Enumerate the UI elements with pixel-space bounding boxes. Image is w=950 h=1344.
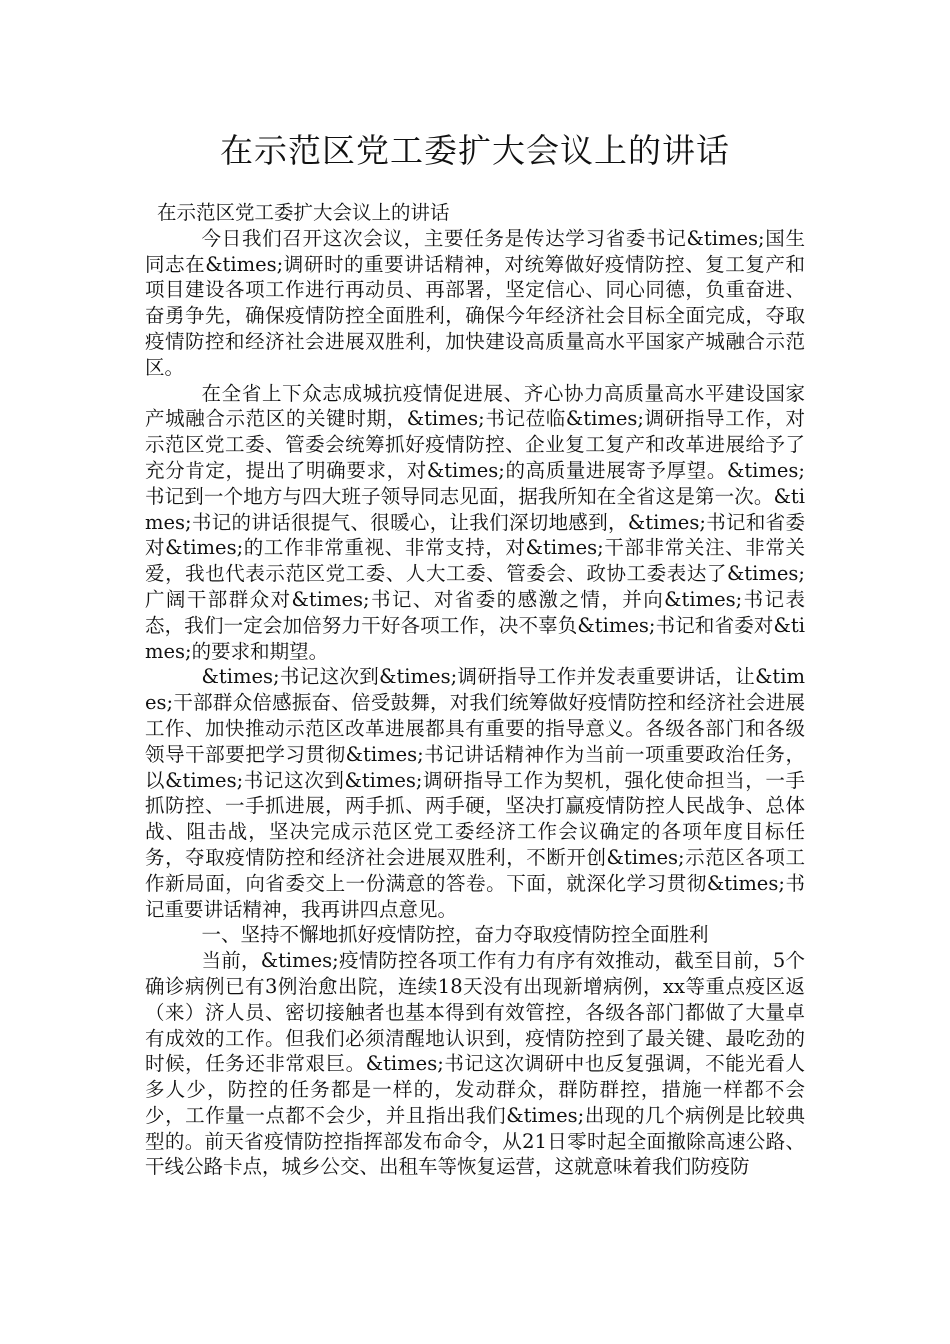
paragraph: 在全省上下众志成城抗疫情促进展、齐心协力高质量高水平建设国家产城融合示范区的关键时期，&times;书记莅临&times;调研指导工作，对示范区党工委、管委会统筹抓好疫情防控、企业复工复产和改革进展给予了充分肯定，提出了明确要求，对&times;的高质量进展寄予厚望。&times;书记到一个地方与四大班子领导同志见面，据我所知在全省这是第一次。&times;书记的讲话很提气、很暖心，让我们深切地感到，&times;书记和省委对&times;的工作非常重视、非常支持，对&times;干部非常关注、非常关爱，我也代表示范区党工委、人大工委、管委会、政协工委表达了&times;广阔干部群众对&times;书记、对省委的感激之情，并向&times;书记表态，我们一定会加倍努力干好各项工作，决不辜负&times;书记和省委对&times;的要求和期望。 bbox=[145, 381, 805, 663]
document-subtitle: 在示范区党工委扩大会议上的讲话 bbox=[157, 201, 450, 224]
document-title: 在示范区党工委扩大会议上的讲话 bbox=[220, 131, 730, 170]
paragraph: &times;书记这次到&times;调研指导工作并发表重要讲话，让&times;干部群众倍感振奋、倍受鼓舞，对我们统筹做好疫情防控和经济社会进展工作、加快推动示范区改革进展都具有重要的指导意义。各级各部门和各级领导干部要把学习贯彻&times;书记讲话精神作为当前一项重要政治任务，以&times;书记这次到&times;调研指导工作为契机，强化使命担当，一手抓防控、一手抓进展，两手抓、两手硬，坚决打赢疫情防控人民战争、总体战、阻击战，坚决完成示范区党工委经济工作会议确定的各项年度目标任务，夺取疫情防控和经济社会进展双胜利，不断开创&times;示范区各项工作新局面，向省委交上一份满意的答卷。下面，就深化学习贯彻&times;书记重要讲话精神，我再讲四点意见。 bbox=[145, 665, 805, 921]
section-heading: 一、坚持不懈地抓好疫情防控，奋力夺取疫情防控全面胜利 bbox=[201, 923, 709, 947]
paragraph: 今日我们召开这次会议，主要任务是传达学习省委书记&times;国生同志在&times;调研时的重要讲话精神，对统筹做好疫情防控、复工复产和项目建设各项工作进行再动员、再部署，坚定信心、同心同德，负重奋进、奋勇争先，确保疫情防控全面胜利，确保今年经济社会目标全面完成，夺取疫情防控和经济社会进展双胜利，加快建设高质量高水平国家产城融合示范区。 bbox=[145, 226, 805, 379]
document-body bbox=[145, 200, 805, 1180]
paragraph: 当前，&times;疫情防控各项工作有力有序有效推动，截至目前，5个确诊病例已有3例治愈出院，连续18天没有出现新增病例，xx等重点疫区返（来）济人员、密切接触者也基本得到有效管控，各级各部门都做了大量卓有成效的工作。但我们必须清醒地认识到，疫情防控到了最关键、最吃劲的时候，任务还非常艰巨。&times;书记这次调研中也反复强调，不能光看人多人少，防控的任务都是一样的，发动群众，群防群控，措施一样都不会少，工作量一点都不会少，并且指出我们&times;出现的几个病例是比较典型的。前天省疫情防控指挥部发布命令，从21日零时起全面撤除高速公路、干线公路卡点，城乡公交、出租车等恢复运营，这就意味着我们防疫防 bbox=[145, 949, 805, 1179]
